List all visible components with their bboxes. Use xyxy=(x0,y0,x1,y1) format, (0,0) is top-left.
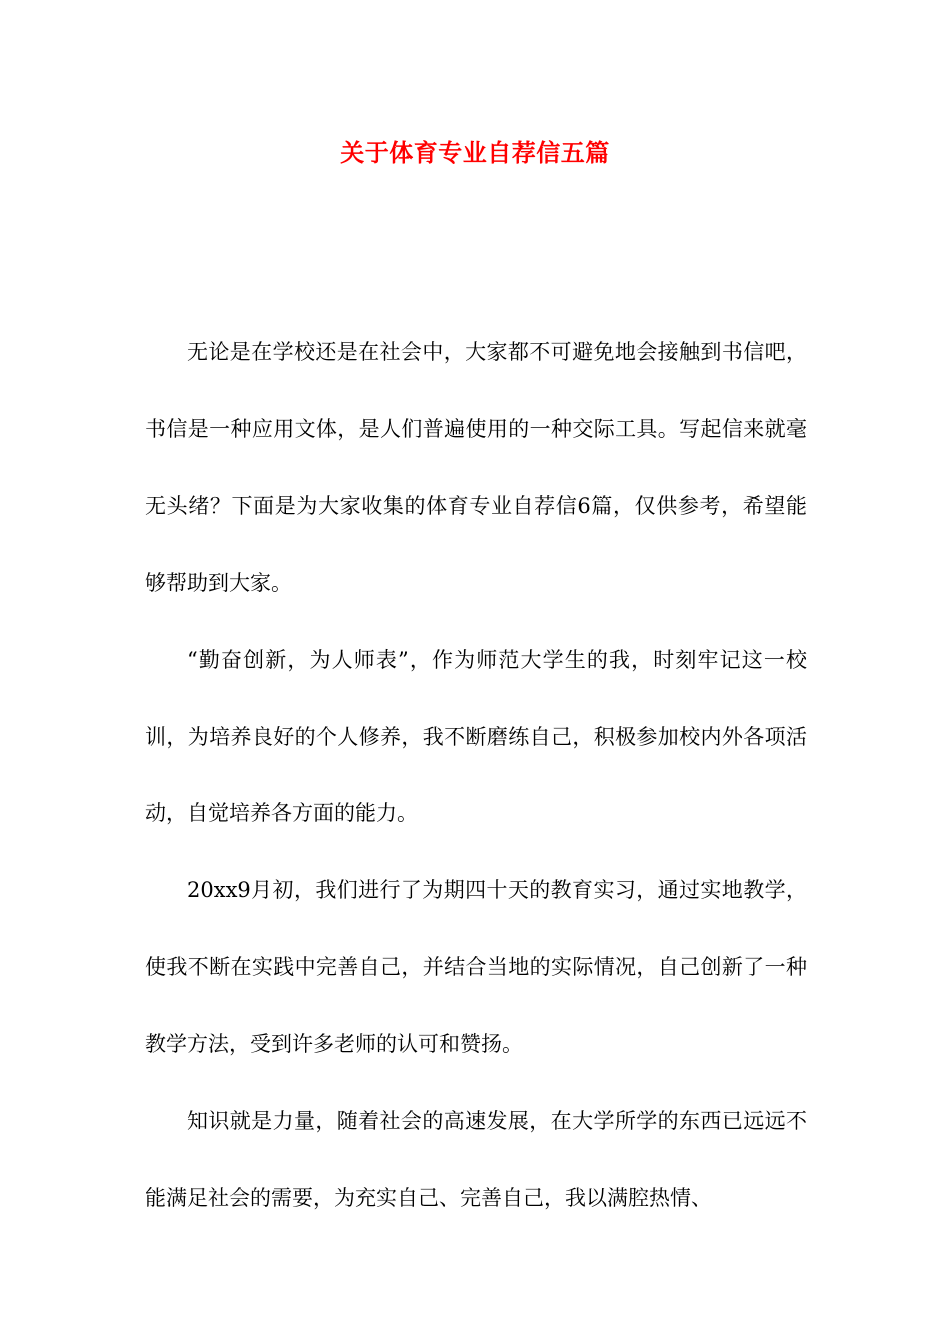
document-body xyxy=(145,314,807,1237)
paragraph-motto: “勤奋创新，为人师表”，作为师范大学生的我，时刻牢记这一校训，为培养良好的个人修养，我不断磨练自己，积极参加校内外各项活动，自觉培养各方面的能力。 xyxy=(145,647,807,826)
paragraph-internship: 20xx9月初，我们进行了为期四十天的教育实习，通过实地教学，使我不断在实践中完善自己，并结合当地的实际情况，自己创新了一种教学方法，受到许多老师的认可和赞扬。 xyxy=(145,878,807,1057)
paragraph-intro: 无论是在学校还是在社会中，大家都不可避免地会接触到书信吧，书信是一种应用文体，是人们普遍使用的一种交际工具。写起信来就毫无头绪？下面是为大家收集的体育专业自荐信6篇，仅供参考，希望能够帮助到大家。 xyxy=(145,340,807,595)
document-title: 关于体育专业自荐信五篇 xyxy=(340,138,610,167)
paragraph-knowledge: 知识就是力量，随着社会的高速发展，在大学所学的东西已远远不能满足社会的需要，为充实自己、完善自己，我以满腔热情、 xyxy=(145,1109,807,1210)
